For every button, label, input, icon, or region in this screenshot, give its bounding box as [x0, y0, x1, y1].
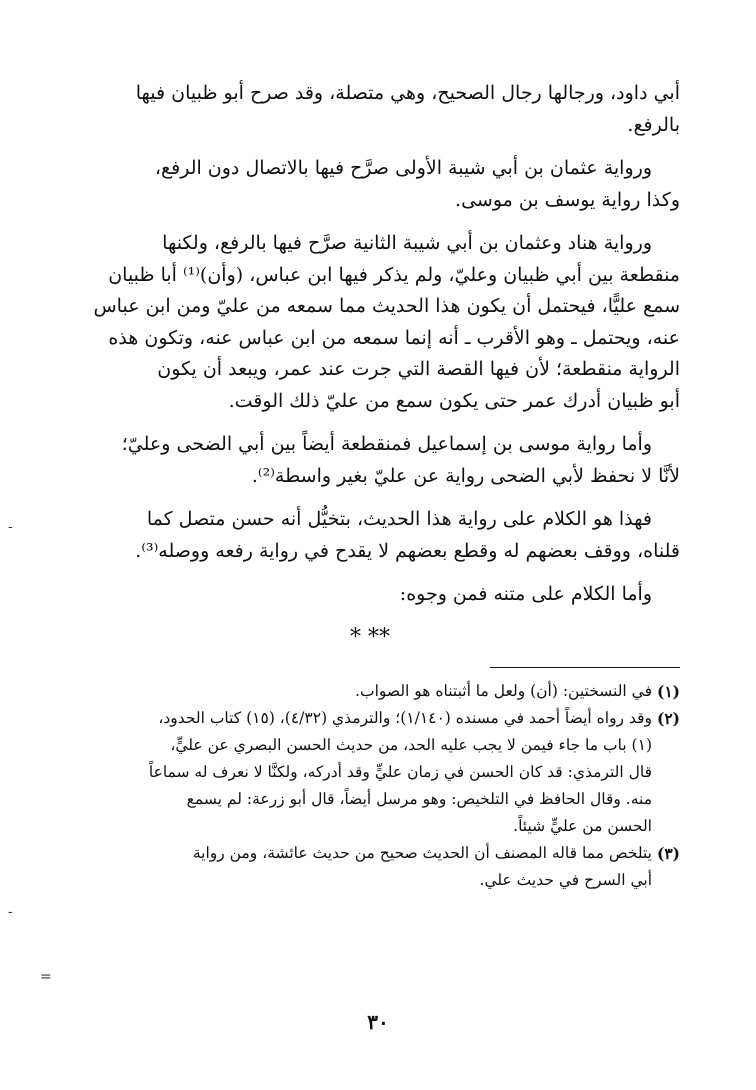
document-page [60, 78, 680, 894]
text-line: الحسن من عليٍّ شيئاً. [513, 816, 652, 835]
text-line: وأما رواية موسى بن إسماعيل فمنقطعة أيضاً بين أبي الضحى وعليّ؛ [121, 433, 652, 455]
text-line: سمع عليًّا، فيحتمل أن يكون هذا الحديث مما سمعه من عليّ ومن ابن عباس [93, 295, 680, 317]
paragraph [60, 579, 680, 611]
text-line: وكذا رواية يوسف بن موسى. [455, 188, 680, 211]
text-line: فهذا هو الكلام على رواية هذا الحديث، بتخيُّل أنه حسن متصل كما [146, 508, 652, 530]
text-line: لأنَّا لا نحفظ لأبي الضحى رواية عن عليّ بغير واسطة⁽²⁾. [251, 464, 680, 487]
footnotes [60, 678, 680, 894]
text-line: يتلخص مما قاله المصنف أن الحديث صحيح من حديث عائشة، ومن رواية [192, 843, 652, 862]
text-line: قلناه، ووقف بعضهم له وقطع بعضهم لا يقدح في رواية رفعه ووصله⁽³⁾. [135, 539, 680, 562]
margin-mark: - [8, 904, 13, 920]
footnote-number: (٣) [656, 843, 680, 863]
text-line: وقد رواه أيضاً أحمد في مسنده (١/١٤٠)؛ والترمذي (٤/٣٢)، (١٥) كتاب الحدود، [158, 708, 652, 727]
page-number: ٣٠ [367, 1010, 389, 1034]
paragraph [60, 504, 680, 567]
paragraph [60, 153, 680, 216]
main-text [60, 78, 680, 611]
text-line: ورواية عثمان بن أبي شيبة الأولى صرَّح فيها بالاتصال دون الرفع، [154, 157, 652, 179]
text-line: ورواية هناد وعثمان بن أبي شيبة الثانية صرَّح فيها بالرفع، ولكنها [162, 232, 652, 254]
paragraph [60, 429, 680, 492]
footnote [60, 705, 680, 840]
footnote [60, 840, 680, 894]
text-line: منه. وقال الحافظ في التلخيص: وهو مرسل أيضاً، قال أبو زرعة: لم يسمع [186, 789, 652, 808]
text-line: وأما الكلام على متنه فمن وجوه: [399, 583, 652, 605]
text-line: أبي السرح في حديث علي. [479, 870, 652, 889]
text-line: الرواية منقطعة؛ لأن فيها القصة التي جرت عند عمر، ويبعد أن يكون [157, 358, 680, 380]
text-line: أبو ظبيان أدرك عمر حتى يكون سمع من عليّ ذلك الوقت. [228, 389, 680, 412]
text-line: قال الترمذي: قد كان الحسن في زمان عليٍّ وقد أدركه، ولكنَّا لا نعرف له سماعاً [148, 762, 652, 781]
text-line: عنه، ويحتمل ـ وهو الأقرب ـ أنه إنما سمعه من ابن عباس عنه، وتكون هذه [108, 326, 680, 349]
section-separator: * ** [350, 624, 390, 650]
text-line: (١) باب ما جاء فيمن لا يجب عليه الحد، من حديث الحسن البصري عن عليٍّ، [170, 735, 652, 754]
margin-mark: - [8, 519, 13, 535]
footnote-text [60, 840, 652, 894]
footnote-text [60, 678, 652, 705]
text-line: منقطعة بين أبي ظبيان وعليّ، ولم يذكر فيها ابن عباس، (وأن)⁽¹⁾ أبا ظبيان [108, 263, 680, 286]
text-line: في النسختين: (أن) ولعل ما أثبتناه هو الصواب. [355, 681, 652, 700]
paragraph [60, 78, 680, 141]
footnote-divider [490, 667, 680, 668]
footnote-number: (٢) [656, 708, 680, 728]
footnote-number: (١) [656, 681, 680, 701]
margin-mark: = [40, 969, 52, 985]
text-line: أبي داود، ورجالها رجال الصحيح، وهي متصلة، وقد صرح أبو ظبيان فيها [135, 82, 680, 104]
text-line: بالرفع. [627, 113, 680, 136]
footnote-text [60, 705, 652, 840]
footnote [60, 678, 680, 705]
paragraph [60, 228, 680, 417]
